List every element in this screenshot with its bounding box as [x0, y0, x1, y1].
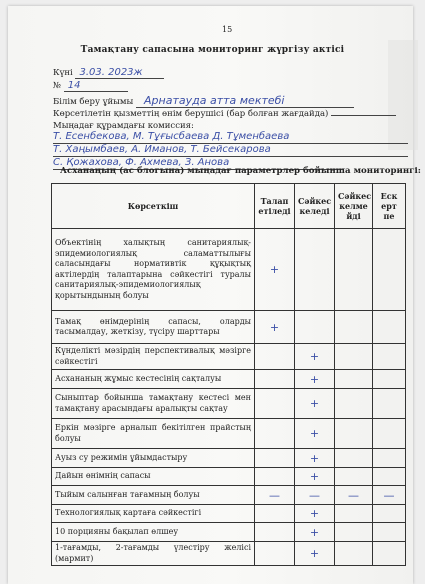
criterion-cell: Объектінің халықтың санитариялық-эпидемиологиялық саламаттылығы саласындағы нормативтік құқықтық актілердің талаптарына сәйкестігі туралы санитариялық-эпидемиологиялық қорытындының болуы	[52, 229, 255, 311]
noncompliant-cell	[335, 419, 373, 449]
school-label: Білім беру ұйымы	[53, 97, 134, 107]
table-subtitle: Асханаңың (ас блогына) мыңадағ параметрлер бойынша мониторингі:	[60, 166, 421, 176]
compliant-cell	[295, 311, 335, 344]
table-row	[52, 542, 406, 566]
criterion-cell: Асхананың жұмыс кестесінің сақталуы	[52, 370, 255, 389]
header-noncompliant: Сәйкес келме йді	[335, 184, 373, 229]
number-value: 14	[64, 80, 128, 92]
criterion-cell: Тамақ өнімдерінің сапасы, оларды тасымалдау, жеткізу, түсіру шарттары	[52, 311, 255, 344]
noncompliant-cell	[335, 311, 373, 344]
table-row	[52, 523, 406, 542]
required-cell: +	[255, 229, 295, 311]
note-cell: —	[373, 486, 406, 505]
table-row	[52, 468, 406, 486]
required-cell	[255, 542, 295, 566]
monitoring-table	[51, 183, 406, 566]
criterion-cell: Ауыз су режимін ұйымдастыру	[52, 449, 255, 468]
compliant-cell: +	[295, 419, 335, 449]
required-cell	[255, 449, 295, 468]
note-cell	[373, 505, 406, 523]
compliant-cell: +	[295, 542, 335, 566]
commission-line-3: С. Қожахова, Ф. Ахмева, З. Анова	[53, 157, 343, 170]
note-cell	[373, 229, 406, 311]
header-compliant: Сәйкес келеді	[295, 184, 335, 229]
school-value: Арнатауда атта мектебі	[136, 94, 354, 108]
school-field	[53, 94, 354, 108]
criterion-cell: Дайын өнімнің сапасы	[52, 468, 255, 486]
table-row	[52, 449, 406, 468]
commission-label: Мыңадағ құрамдағы комиссия:	[53, 121, 194, 131]
criterion-cell: Еркін мәзірге арналып бекітілген прайстың болуы	[52, 419, 255, 449]
provider-label: Көрсетілетін қызметтің өнім берушісі (бар болған жағдайда)	[53, 109, 329, 119]
required-cell	[255, 419, 295, 449]
header-note: Еск ерт пе	[373, 184, 406, 229]
provider-field	[53, 109, 396, 119]
table-row	[52, 229, 406, 311]
noncompliant-cell	[335, 468, 373, 486]
table-row	[52, 344, 406, 370]
header-criterion: Көрсеткіш	[52, 184, 255, 229]
table-row	[52, 419, 406, 449]
noncompliant-cell	[335, 505, 373, 523]
noncompliant-cell	[335, 389, 373, 419]
criterion-cell: 1-тағамды, 2-тағамды үлестіру желісі (мармит)	[52, 542, 255, 566]
compliant-cell	[295, 229, 335, 311]
note-cell	[373, 389, 406, 419]
number-field	[53, 80, 128, 92]
compliant-cell: +	[295, 523, 335, 542]
compliant-cell: +	[295, 505, 335, 523]
noncompliant-cell	[335, 449, 373, 468]
note-cell	[373, 311, 406, 344]
required-cell	[255, 370, 295, 389]
provider-blank	[331, 115, 396, 116]
noncompliant-cell	[335, 229, 373, 311]
note-cell	[373, 344, 406, 370]
noncompliant-cell	[335, 523, 373, 542]
noncompliant-cell: —	[335, 486, 373, 505]
date-label: Күні	[53, 68, 73, 78]
required-cell: +	[255, 311, 295, 344]
compliant-cell: +	[295, 389, 335, 419]
compliant-cell: +	[295, 468, 335, 486]
noncompliant-cell	[335, 542, 373, 566]
note-cell	[373, 419, 406, 449]
compliant-cell: +	[295, 344, 335, 370]
document-title: Тамақтану сапасына мониторинг жүргізу актісі	[80, 45, 345, 55]
commission-line-2: Т. Хаңымбаев, А. Иманов, Т. Бейсекарова	[53, 144, 408, 157]
criterion-cell: Сыныптар бойынша тамақтану кестесі мен тамақтану арасындағы аралықты сақтау	[52, 389, 255, 419]
compliant-cell: +	[295, 370, 335, 389]
required-cell	[255, 523, 295, 542]
table-row	[52, 389, 406, 419]
required-cell	[255, 389, 295, 419]
date-value: 3.03. 2023ж	[75, 67, 164, 79]
commission-line-1: Т. Есенбекова, М. Тұғысбаева Д. Тұменбаева	[53, 131, 408, 144]
commission-members	[53, 131, 408, 170]
table-row	[52, 311, 406, 344]
criterion-cell: 10 порцияны бақылап өлшеу	[52, 523, 255, 542]
table-row	[52, 505, 406, 523]
table-header-row	[52, 184, 406, 229]
criterion-cell: Технологиялық картаға сәйкестігі	[52, 505, 255, 523]
note-cell	[373, 449, 406, 468]
page-number: 15	[222, 25, 233, 34]
table-row	[52, 486, 406, 505]
note-cell	[373, 370, 406, 389]
compliant-cell: —	[295, 486, 335, 505]
noncompliant-cell	[335, 370, 373, 389]
table-row	[52, 370, 406, 389]
noncompliant-cell	[335, 344, 373, 370]
note-cell	[373, 542, 406, 566]
number-label: №	[53, 81, 62, 91]
criterion-cell: Тыйым салынған тағамның болуы	[52, 486, 255, 505]
required-cell	[255, 468, 295, 486]
note-cell	[373, 468, 406, 486]
compliant-cell: +	[295, 449, 335, 468]
criterion-cell: Күнделікті мәзірдің перспективалық мәзірге сәйкестігі	[52, 344, 255, 370]
required-cell	[255, 344, 295, 370]
date-field	[53, 67, 164, 79]
header-required: Талап етіледі	[255, 184, 295, 229]
required-cell: —	[255, 486, 295, 505]
required-cell	[255, 505, 295, 523]
note-cell	[373, 523, 406, 542]
